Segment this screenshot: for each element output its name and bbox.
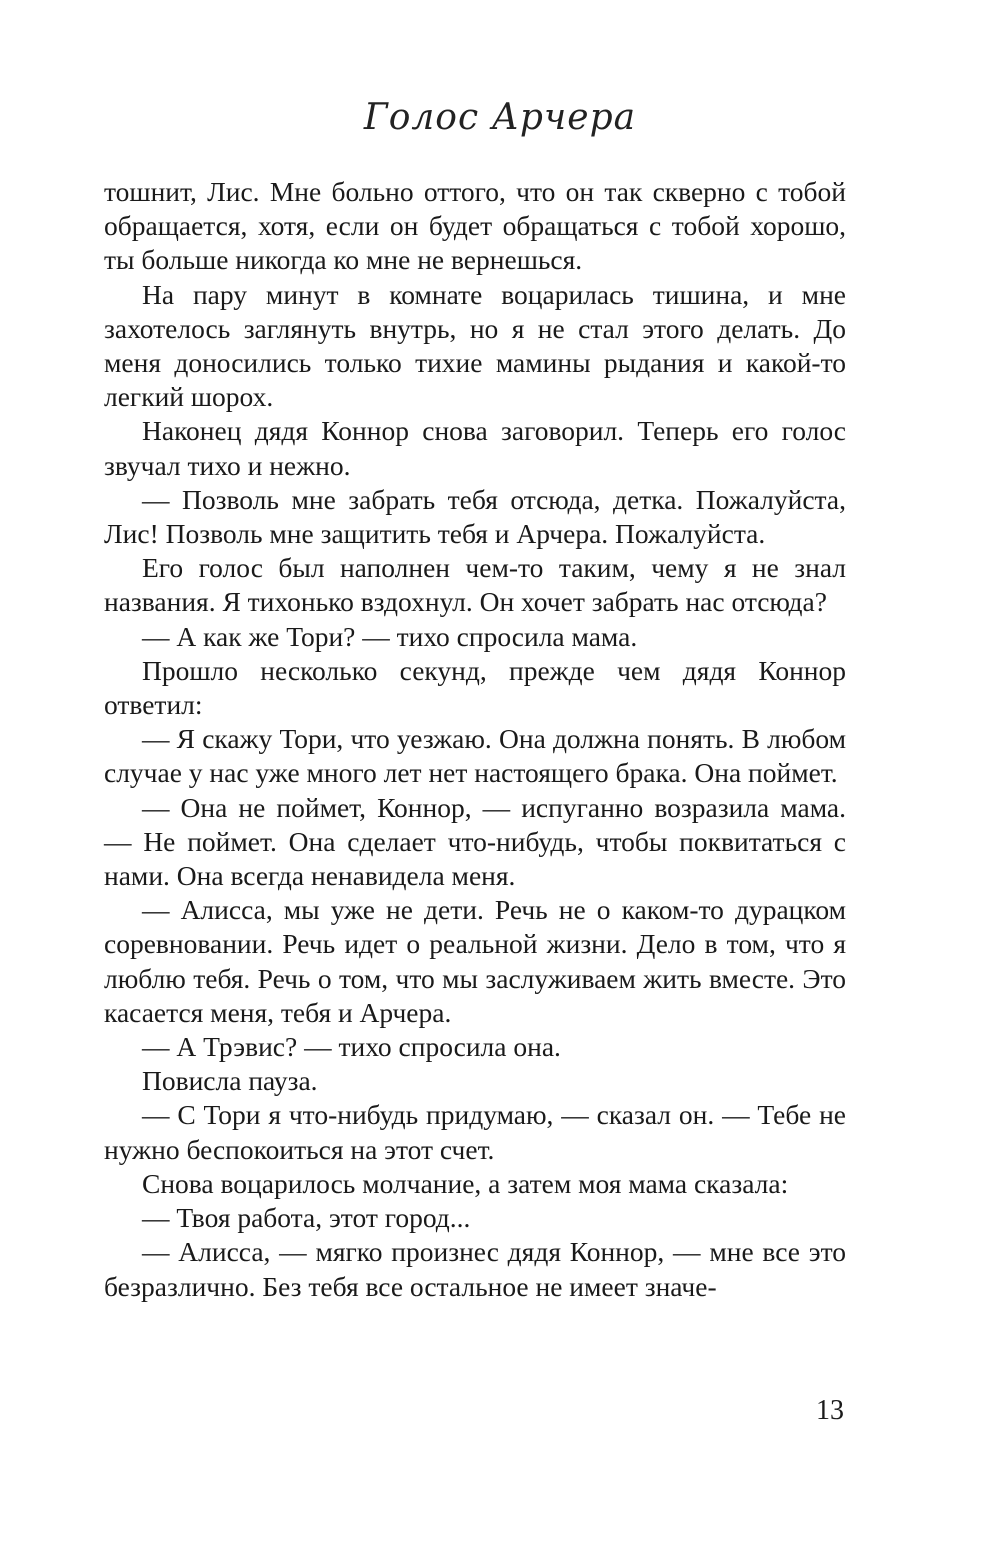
paragraph: — Твоя работа, этот город... [142,1202,471,1234]
running-head: Голос Арчера [363,97,637,138]
paragraph: — А Трэвис? — тихо спросила она. [142,1031,561,1063]
paragraph: — Алисса, — мягко произнес дядя Коннор, — мне все это безразлично. Без тебя все остальное не имеет значе- [104,1236,846,1302]
paragraph: Снова воцарилось молчание, а затем моя мама сказала: [142,1167,789,1199]
paragraph: — А как же Тори? — тихо спросила мама. [142,620,638,652]
paragraph: На пару минут в комнате воцарилась тишина, и мне захотелось заглянуть внутрь, но я не стал этого делать. До меня доносились только тихие мамины рыдания и какой-то легкий шорох. [104,278,846,413]
paragraph: Прошло несколько секунд, прежде чем дядя Коннор ответил: [104,654,846,721]
paragraph: Его голос был наполнен чем-то таким, чему я не знал названия. Я тихонько вздохнул. Он хочет забрать нас отсюда? [104,552,846,618]
paragraph: — С Тори я что-нибудь придумаю, — сказал он. — Тебе не нужно беспокоиться на этот счет. [104,1099,846,1165]
page-number: 13 [816,1395,844,1426]
paragraph: — Алисса, мы уже не дети. Речь не о каком-то дурацком соревновании. Речь идет о реальной жизни. Дело в том, что я люблю тебя. Речь о том, что мы заслуживаем жить вместе. Это касается меня, тебя и Арчера. [104,894,846,1028]
paragraph: Наконец дядя Коннор снова заговорил. Теперь его голос звучал тихо и нежно. [104,415,846,481]
paragraph: — Позволь мне забрать тебя отсюда, детка. Пожалуйста, Лис! Позволь мне защитить тебя и Арчера. Пожалуйста. [104,483,846,550]
paragraph: тошнит, Лис. Мне больно оттого, что он так скверно с тобой обращается, хотя, если он будет обращаться с тобой хорошо, ты больше никогда ко мне не вернешься. [104,176,846,276]
body-text [104,175,846,1304]
paragraph: — Я скажу Тори, что уезжаю. Она должна понять. В любом случае у нас уже много лет нет настоящего брака. Она поймет. [104,723,846,789]
paragraph: Повисла пауза. [142,1065,318,1097]
paragraph: — Она не поймет, Коннор, — испуганно возразила мама. — Не поймет. Она сделает что-нибудь, чтобы поквитаться с нами. Она всегда ненавидела меня. [104,791,846,892]
